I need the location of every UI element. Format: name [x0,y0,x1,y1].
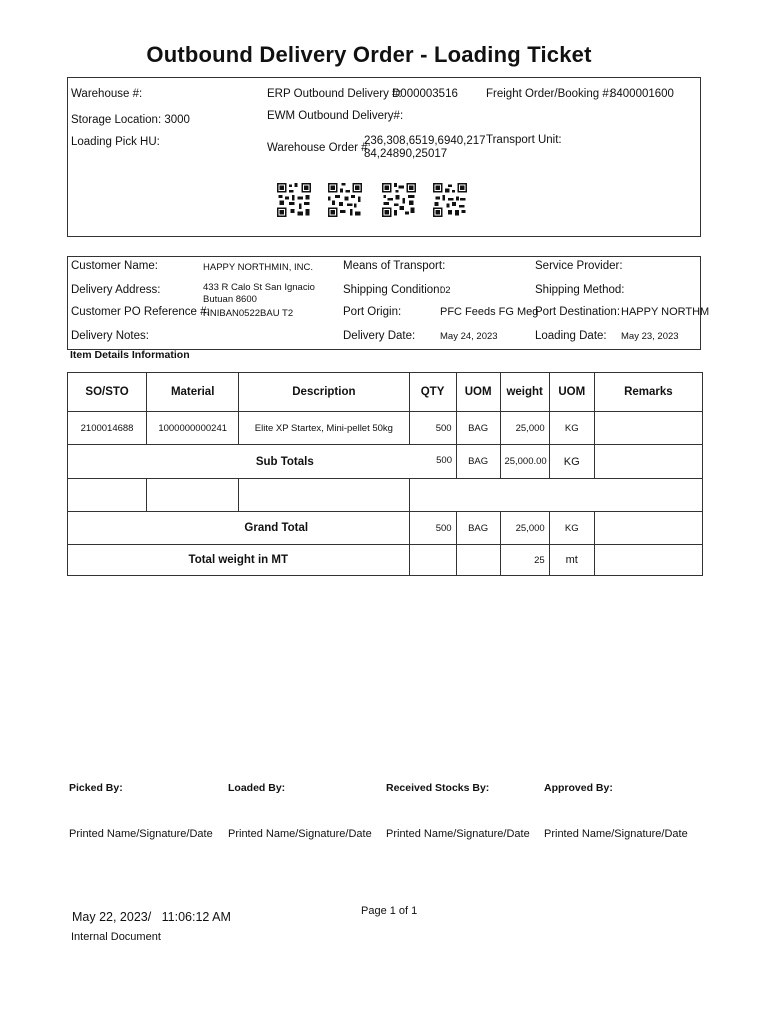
qr-code-icon [328,183,362,217]
item-details-heading: Item Details Information [70,349,190,361]
delivery-date-value: May 24, 2023 [440,331,498,342]
total-mt-weight: 25 [500,545,549,576]
print-timestamp: May 22, 2023/ 11:06:12 AM [72,910,231,924]
loading-date-value: May 23, 2023 [621,331,679,342]
remarks-cell [594,512,702,545]
column-header: Material [147,373,239,412]
subtotal-row [68,445,703,479]
warehouse-order-line2: 84,24890,25017 [364,148,448,160]
total-mt-unit: mt [549,545,594,576]
received-by-signature-line: Printed Name/Signature/Date [386,828,530,840]
approved-by-signature-line: Printed Name/Signature/Date [544,828,688,840]
delivery-address-line2: Butuan 8600 [203,294,257,305]
column-header: Description [239,373,409,412]
delivery-date-label: Delivery Date: [343,330,416,342]
picked-by-label: Picked By: [69,782,123,794]
uom-cell: BAG [456,412,500,445]
remarks-cell [594,412,702,445]
approved-by-label: Approved By: [544,782,613,794]
column-header: UOM [549,373,594,412]
freight-order-label: Freight Order/Booking #: [486,88,612,100]
column-header: weight [500,373,549,412]
remarks-cell [594,545,702,576]
loading-pick-hu-label: Loading Pick HU: [71,136,160,148]
qr-code-icon [382,183,416,217]
customer-po-value: HNIBAN0522BAU T2 [203,308,294,319]
port-origin-label: Port Origin: [343,306,402,318]
delivery-address-label: Delivery Address: [71,284,161,296]
empty-cell [239,479,409,512]
empty-cell [68,479,147,512]
remarks-cell [594,445,702,479]
weight-cell: 25,000 [500,412,549,445]
subtotal-label: Sub Totals [68,445,457,479]
warehouse-order-line1: 236,308,6519,6940,217 [364,135,486,147]
total-mt-label: Total weight in MT [68,545,410,576]
page-number: Page 1 of 1 [361,905,418,917]
grand-total-label: Grand Total [68,512,410,545]
picked-by-signature-line: Printed Name/Signature/Date [69,828,213,840]
grand-total-uom: BAG [456,512,500,545]
subtotal-uom: BAG [456,445,500,479]
subtotal-weight: 25,000.00 [500,445,549,479]
means-of-transport-label: Means of Transport: [343,260,446,272]
freight-order-value: 8400001600 [610,88,674,100]
weight-uom-cell: KG [549,412,594,445]
empty-cell [409,479,702,512]
grand-total-row [68,512,703,545]
table-row [68,412,703,445]
grand-total-qty: 500 [409,512,456,545]
received-by-label: Received Stocks By: [386,782,490,794]
loading-date-label: Loading Date: [535,330,607,342]
internal-document-label: Internal Document [71,931,161,943]
transport-unit-label: Transport Unit: [486,134,562,146]
column-header: SO/STO [68,373,147,412]
service-provider-label: Service Provider: [535,260,623,272]
empty-cell [147,479,239,512]
warehouse-order-label: Warehouse Order #: [267,142,371,154]
shipping-condition-value: 02 [440,285,451,296]
erp-delivery-label: ERP Outbound Delivery #: [267,88,402,100]
grand-total-weight-uom: KG [549,512,594,545]
table-header-row [68,373,703,412]
storage-location: Storage Location: 3000 [71,114,190,126]
column-header: Remarks [594,373,702,412]
qr-code-icon [277,183,311,217]
loaded-by-signature-line: Printed Name/Signature/Date [228,828,372,840]
shipping-method-label: Shipping Method: [535,284,625,296]
material-cell: 1000000000241 [147,412,239,445]
table-row [68,479,703,512]
port-destination-value: HAPPY NORTHM [621,306,710,318]
port-destination-label: Port Destination: [535,306,621,318]
ewm-delivery-label: EWM Outbound Delivery#: [267,110,404,122]
customer-name-label: Customer Name: [71,260,158,272]
customer-name-value: HAPPY NORTHMIN, INC. [203,262,313,273]
warehouse-label: Warehouse #: [71,88,143,100]
loaded-by-label: Loaded By: [228,782,286,794]
empty-cell [409,545,456,576]
grand-total-weight: 25,000 [500,512,549,545]
port-origin-value: PFC Feeds FG Meg [440,306,539,318]
empty-cell [456,545,500,576]
item-details-table [67,372,703,576]
delivery-address-line1: 433 R Calo St San Ignacio [203,282,315,293]
column-header: QTY [409,373,456,412]
total-mt-row [68,545,703,576]
shipping-condition-label: Shipping Condition: [343,284,443,296]
qr-code-icon [433,183,467,217]
so-sto-cell: 2100014688 [68,412,147,445]
subtotal-qty-display: 500 [436,455,452,466]
document-title: Outbound Delivery Order - Loading Ticket [146,42,592,67]
qty-cell: 500 [409,412,456,445]
erp-delivery-value: D000003516 [392,88,458,100]
description-cell: Elite XP Startex, Mini-pellet 50kg [239,412,409,445]
customer-po-label: Customer PO Reference #: [71,306,210,318]
column-header: UOM [456,373,500,412]
subtotal-weight-uom: KG [549,445,594,479]
delivery-notes-label: Delivery Notes: [71,330,149,342]
